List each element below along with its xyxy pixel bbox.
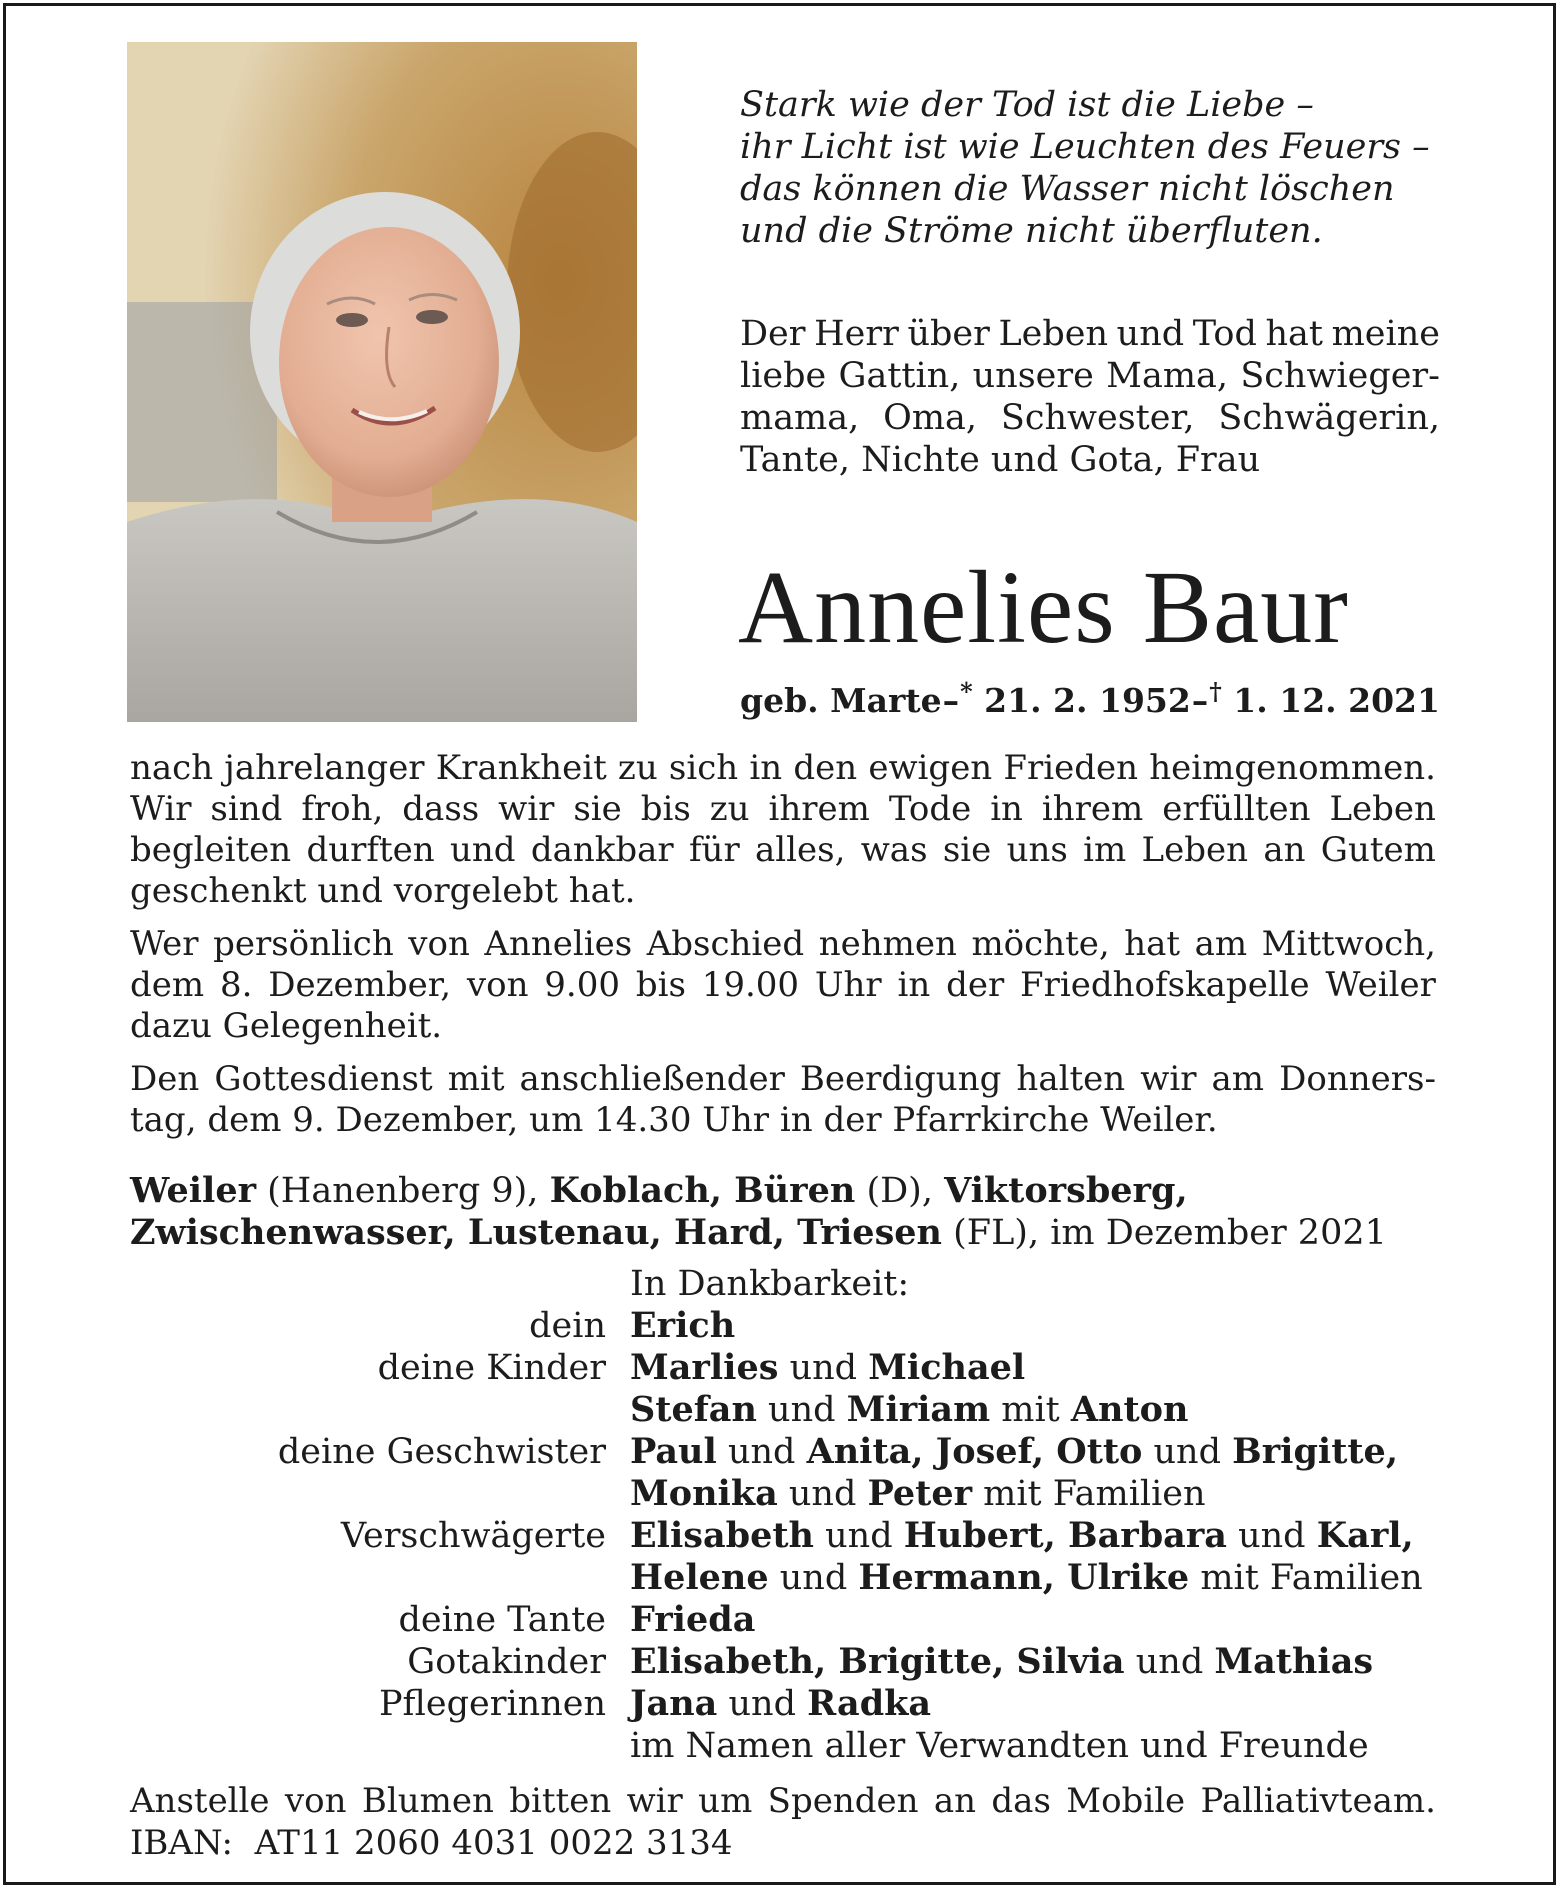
place: Koblach, Büren [549, 1170, 856, 1211]
relation-label: deine Tante [398, 1600, 606, 1640]
thanks-row [130, 1305, 1436, 1347]
body-line: geschenkt und vorgelebt hat. [130, 871, 636, 911]
thanks-rows [130, 1305, 1436, 1767]
connector-text: mit Familien [972, 1474, 1206, 1514]
relation-label: deine Kinder [377, 1348, 606, 1388]
person-name: Frieda [630, 1599, 756, 1640]
body-line: Den Gottesdienst mit anschließender Beerdigung halten wir am Donners- [130, 1059, 1436, 1099]
thanks-row [130, 1347, 1436, 1389]
verse-line: Stark wie der Tod ist die Liebe – [740, 85, 1314, 125]
person-name: Erich [630, 1305, 736, 1346]
intro-line: liebe Gattin, unsere Mama, Schwieger- [740, 356, 1440, 396]
family-names [630, 1347, 1025, 1389]
family-names [630, 1515, 1414, 1557]
person-name: Anton [1070, 1389, 1189, 1430]
death-cross-icon: † [1209, 677, 1222, 706]
thanks-heading-row [130, 1263, 1436, 1305]
thanks-row [130, 1431, 1436, 1473]
person-name: Jana [630, 1683, 718, 1724]
family-names [630, 1389, 1188, 1431]
family-names [630, 1599, 755, 1641]
place: Weiler [130, 1170, 257, 1211]
person-name: Miriam [846, 1389, 991, 1430]
connector-text: und [778, 1348, 869, 1388]
relation-label: dein [529, 1306, 606, 1346]
person-name: Stefan [630, 1389, 757, 1430]
person-name: Helene [630, 1557, 769, 1598]
paragraph-funeral [130, 1059, 1436, 1141]
person-name: Peter [867, 1473, 973, 1514]
thanks-row [130, 1599, 1436, 1641]
person-name: Anita, Josef, Otto [806, 1431, 1143, 1472]
connector-text: und [1124, 1642, 1215, 1682]
donation-line: Anstelle von Blumen bitten wir um Spenden an das Mobile Palliativteam. [130, 1781, 1436, 1821]
body-text [130, 748, 1436, 1153]
family-names [630, 1725, 1369, 1767]
connector-text: und [716, 1432, 807, 1472]
relation-label: Gotakinder [407, 1642, 606, 1682]
place-detail: (D), [855, 1171, 945, 1211]
death-date [1209, 677, 1440, 725]
place-detail: (FL), im Dezember 2021 [942, 1213, 1387, 1253]
maiden-name: geb. Marte [740, 681, 942, 720]
connector-text: im Namen aller Verwandten und Freunde [630, 1726, 1369, 1766]
portrait-photo [127, 42, 637, 722]
person-name: Michael [868, 1347, 1026, 1388]
body-line: dem 8. Dezember, von 9.00 bis 19.00 Uhr in der Friedhofskapelle Weiler [130, 965, 1436, 1005]
dash: – [942, 681, 960, 720]
connector-text: und [1226, 1516, 1317, 1556]
person-name: Monika [630, 1473, 778, 1514]
family-names [630, 1431, 1398, 1473]
thanks-list [130, 1263, 1436, 1767]
connector-text: und [768, 1558, 859, 1598]
donation-note [130, 1780, 1436, 1864]
family-names [630, 1305, 735, 1347]
paragraph-farewell [130, 924, 1436, 1047]
person-name: Mathias [1214, 1641, 1374, 1682]
portrait-illustration [127, 42, 637, 722]
person-name: Hermann, Ulrike [858, 1557, 1190, 1598]
family-names [630, 1683, 931, 1725]
family-names [630, 1473, 1206, 1515]
connector-text: mit [990, 1390, 1071, 1430]
relation-label [130, 1389, 630, 1431]
relation-label [130, 1473, 630, 1515]
connector-text: und [756, 1390, 847, 1430]
person-name: Karl, [1316, 1515, 1414, 1556]
verse-line: ihr Licht ist wie Leuchten des Feuers – [740, 127, 1430, 167]
relation-label: Pflegerinnen [379, 1684, 606, 1724]
verse-line: und die Ströme nicht überfluten. [740, 211, 1323, 251]
relation-label [130, 1557, 630, 1599]
verse-line: das können die Wasser nicht löschen [740, 169, 1395, 209]
life-dates [740, 677, 1440, 725]
death-date-value: 1. 12. 2021 [1233, 681, 1440, 720]
family-names [630, 1641, 1373, 1683]
thanks-row [130, 1389, 1436, 1431]
thanks-row [130, 1473, 1436, 1515]
places-line [130, 1170, 1436, 1254]
person-name: Brigitte, [1232, 1431, 1399, 1472]
iban-line: IBAN: AT11 2060 4031 0022 3134 [130, 1823, 733, 1863]
intro-line: Der Herr über Leben und Tod hat meine [740, 314, 1440, 354]
connector-text: mit Familien [1189, 1558, 1423, 1598]
relation-label: deine Geschwister [277, 1432, 606, 1472]
connector-text: und [1142, 1432, 1233, 1472]
relation-label [130, 1725, 630, 1767]
thanks-heading: In Dankbarkeit: [630, 1264, 910, 1304]
birth-date-value: 21. 2. 1952 [984, 681, 1191, 720]
person-name: Elisabeth, Brigitte, Silvia [630, 1641, 1125, 1682]
person-name: Marlies [630, 1347, 779, 1388]
person-name: Radka [807, 1683, 932, 1724]
place: Zwischenwasser, Lustenau, Hard, Triesen [130, 1212, 942, 1253]
connector-text: und [814, 1516, 904, 1556]
verse-quote [740, 84, 1500, 252]
birth-date [960, 677, 1191, 725]
places-row-2 [130, 1212, 1436, 1254]
places-row-1 [130, 1170, 1436, 1212]
body-line: Wir sind froh, dass wir sie bis zu ihrem Tode in ihrem erfüllten Leben [130, 789, 1436, 829]
place-detail: (Hanenberg 9), [256, 1171, 550, 1211]
birth-star-icon: * [960, 677, 973, 706]
relation-label [130, 1263, 630, 1305]
thanks-row [130, 1515, 1436, 1557]
thanks-row [130, 1725, 1436, 1767]
body-line: Wer persönlich von Annelies Abschied nehmen möchte, hat am Mittwoch, [130, 924, 1436, 964]
dash: – [1191, 681, 1209, 720]
family-names [630, 1557, 1423, 1599]
relation-label: Verschwägerte [340, 1516, 606, 1556]
paragraph-death [130, 748, 1436, 912]
intro-line: mama, Oma, Schwester, Schwägerin, [740, 398, 1440, 438]
intro-line: Tante, Nichte und Gota, Frau [740, 440, 1261, 480]
connector-text: und [717, 1684, 808, 1724]
place: Viktorsberg, [944, 1170, 1188, 1211]
person-name: Elisabeth [630, 1515, 815, 1556]
body-line: nach jahrelanger Krankheit zu sich in den ewigen Frieden heimgenommen. [130, 748, 1436, 788]
thanks-row [130, 1557, 1436, 1599]
person-name: Hubert, Barbara [903, 1515, 1227, 1556]
thanks-row [130, 1641, 1436, 1683]
person-name: Paul [630, 1431, 717, 1472]
intro-text [740, 313, 1440, 481]
body-line: tag, dem 9. Dezember, um 14.30 Uhr in der Pfarrkirche Weiler. [130, 1100, 1218, 1140]
body-line: begleiten durften und dankbar für alles, was sie uns im Leben an Gutem [130, 830, 1436, 870]
deceased-name: Annelies Baur [738, 550, 1349, 665]
connector-text: und [777, 1474, 868, 1514]
thanks-row [130, 1683, 1436, 1725]
body-line: dazu Gelegenheit. [130, 1006, 443, 1046]
